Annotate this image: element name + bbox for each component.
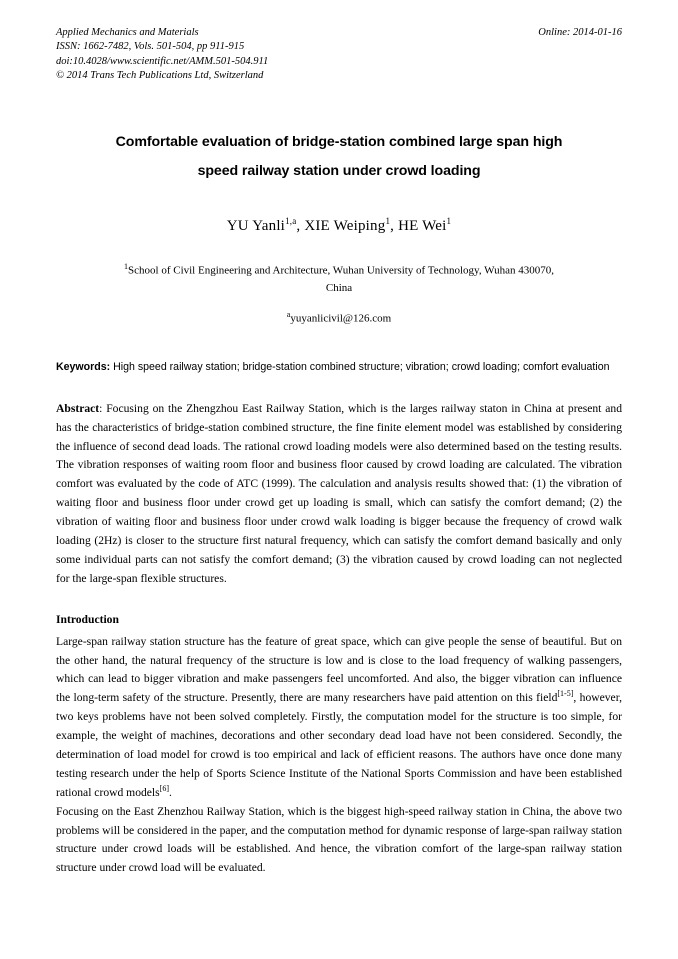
- keywords-text: High speed railway station; bridge-station combined structure; vibration; crowd loading; comfort evaluation: [110, 360, 610, 373]
- online-date: Online: 2014-01-16: [538, 27, 622, 38]
- author-2-name: XIE Weiping: [304, 218, 386, 235]
- journal-name: Applied Mechanics and Materials: [56, 27, 199, 38]
- citation-1-5: [1-5]: [557, 689, 574, 699]
- email-address: yuyanlicivil@126.com: [290, 312, 392, 325]
- introduction-heading: Introduction: [56, 612, 119, 626]
- page-title: [56, 128, 622, 186]
- author-3-sup: 1: [446, 216, 452, 227]
- author-list: [56, 216, 622, 235]
- affiliation-line-1: School of Civil Engineering and Architecture, Wuhan University of Technology, Wuhan 430070,: [128, 264, 554, 277]
- doi-line: doi:10.4028/www.scientific.net/AMM.501-504.911: [56, 55, 269, 67]
- corresponding-email: [56, 310, 622, 325]
- copyright-line: © 2014 Trans Tech Publications Ltd, Switzerland: [56, 70, 264, 82]
- author-sep-1: ,: [296, 218, 305, 235]
- title-line-2: speed railway station under crowd loading: [197, 163, 481, 180]
- affiliation-sup: 1: [124, 262, 129, 272]
- abstract-block: [56, 400, 622, 589]
- author-1-name: YU Yanli: [226, 218, 286, 235]
- author-1-sup: 1,a: [285, 216, 297, 227]
- abstract-label: Abstract: [56, 401, 100, 415]
- intro-p1-part-b: , however, two keys problems have not been solved completely. Firstly, the computation model for the structure is too simple, for example, the weight of machines, decorations and other secondary dead load have not been considered. Secondly, the determination of load model for crowd is too empirical and lack of efficient reasons. The authors have once done many testing research under the help of Sports Science Institute of the National Sports Commission and have been established rational crowd models: [56, 691, 622, 799]
- intro-p1-part-a: Large-span railway station structure has the feature of great space, which can give people the sense of beautiful. But on the other hand, the natural frequency of the structure is low and is close to the load frequency of walking passengers, which can lead to bigger vibration and make passengers feel uncomforted. And also, the bigger vibration can influence the long-term safety of the structure. Presently, there are many researchers have paid attention on this field: [56, 634, 622, 705]
- title-line-1: Comfortable evaluation of bridge-station combined large span high: [115, 133, 563, 150]
- author-2-sup: 1: [385, 216, 391, 227]
- header-left-block: [56, 26, 464, 84]
- email-sup: a: [286, 309, 291, 319]
- keywords-block: [56, 359, 622, 376]
- page-header: [56, 26, 622, 84]
- issn-line: ISSN: 1662-7482, Vols. 501-504, pp 911-915: [56, 41, 245, 53]
- introduction-paragraph-1: [56, 633, 622, 803]
- author-sep-2: ,: [390, 218, 399, 235]
- author-3-name: HE Wei: [398, 218, 447, 235]
- intro-p1-part-c: .: [169, 785, 172, 799]
- keywords-label: Keywords:: [56, 360, 111, 373]
- abstract-text: : Focusing on the Zhengzhou East Railway Station, which is the larges railway staton in China at present and has the characteristics of bridge-station combined structure, the fine finite element model was established by considering the influence of second dead loads. The rational crowd loading models were also determined based on the testing results. The vibration responses of waiting room floor and business floor caused by crowd loading are calculated. The vibration comfort was evaluated by the code of ATC (1999). The calculation and analysis results showed that: (1) the vibration of waiting floor and business floor under crowd get up loading is small, which can satisfy the comfort demand; (2) the vibration of waiting floor and business floor under crowd walk loading is bigger because the frequency of crowd walk loading (2Hz) is closer to the structure first natural frequency, which can satisfy the comfort demand basically and only some individual parts can not satisfy the comfort demand; (3) the vibration caused by crowd loading can not neglected for the large-span flexible structures.: [56, 401, 622, 585]
- introduction-paragraph-2: Focusing on the East Zhenzhou Railway Station, which is the biggest high-speed railway station in China, the above two problems will be considered in the paper, and the computation method for dynamic response of large-span railway station structure under crowd loads will be established. And hence, the vibration comfort of the large-span railway station structure under crowd load will be evaluated.: [56, 804, 622, 875]
- affiliation-line-2: China: [325, 281, 353, 294]
- affiliation: [56, 261, 622, 297]
- citation-6: [6]: [159, 783, 169, 793]
